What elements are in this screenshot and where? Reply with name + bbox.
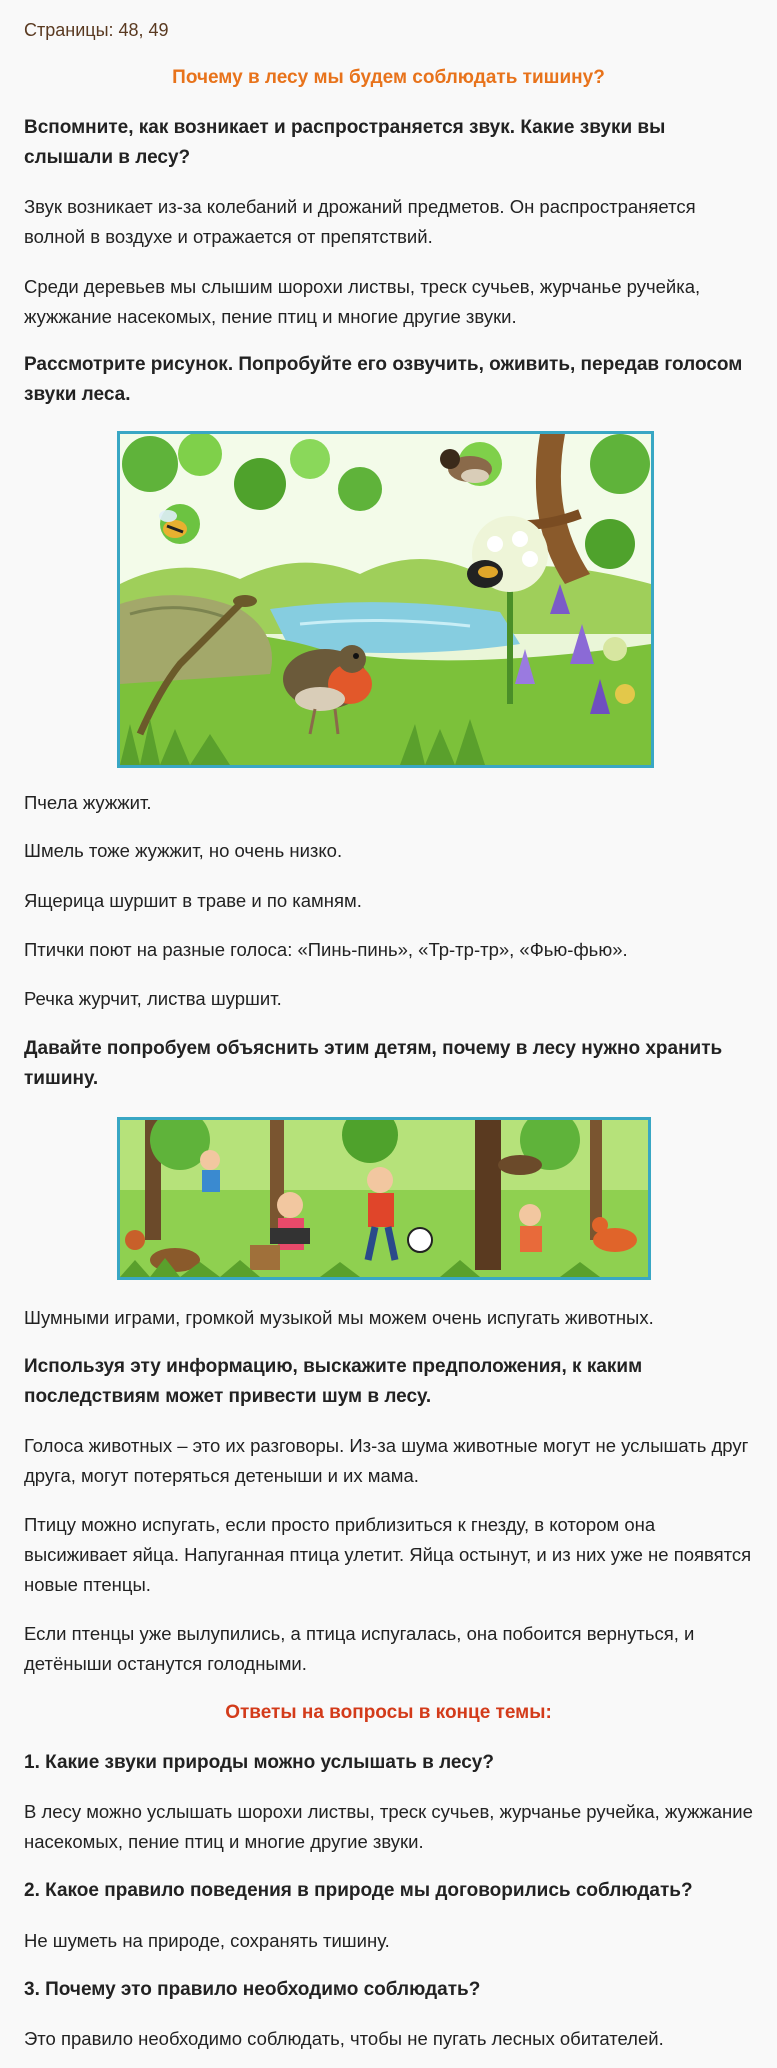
answer-1: В лесу можно услышать шорохи листвы, треск сучьев, журчанье ручейка, жужжание насекомых, пение птиц и многие другие звуки. [24, 1801, 753, 1852]
answer-question-2: 2. Какое правило поведения в природе мы договорились соблюдать? [24, 1880, 693, 1901]
sound-river: Речка журчит, листва шуршит. [24, 988, 282, 1009]
answer-2: Не шуметь на природе, сохранять тишину. [24, 1930, 390, 1951]
forest-illustration [117, 431, 654, 768]
question-explain-children: Давайте попробуем объяснить этим детям, почему в лесу нужно хранить тишину. [24, 1038, 723, 1089]
paragraph-bird-nest: Птицу можно испугать, если просто приблизиться к гнезду, в котором она высиживает яйца. Напуганная птица улетит. Яйца остынут, и из них уже не появятся новые птенцы. [24, 1514, 752, 1595]
children-scene-image [120, 1120, 648, 1277]
question-sound: Вспомните, как возникает и распространяется звук. Какие звуки вы слышали в лесу? [24, 117, 666, 168]
paragraph-forest-sounds: Среди деревьев мы слышим шорохи листвы, треск сучьев, журчанье ручейка, жужжание насекомых, пение птиц и многие другие звуки. [24, 276, 701, 327]
pages-label: Страницы: 48, 49 [24, 20, 169, 40]
answers-title: Ответы на вопросы в конце темы: [225, 1702, 552, 1723]
question-voice-picture: Рассмотрите рисунок. Попробуйте его озвучить, оживить, передав голосом звуки леса. [24, 354, 743, 405]
page-title: Почему в лесу мы будем соблюдать тишину? [172, 67, 605, 88]
answer-3: Это правило необходимо соблюдать, чтобы не пугать лесных обитателей. [24, 2028, 664, 2049]
question-consequences: Используя эту информацию, выскажите предположения, к каким последствиям может привести шум в лесу. [24, 1356, 643, 1407]
sound-birds: Птички поют на разные голоса: «Пинь-пинь», «Тр-тр-тр», «Фью-фью». [24, 939, 628, 960]
answer-question-3: 3. Почему это правило необходимо соблюдать? [24, 1979, 481, 2000]
paragraph-noise-scares: Шумными играми, громкой музыкой мы можем очень испугать животных. [24, 1307, 654, 1328]
sound-bee: Пчела жужжит. [24, 792, 152, 813]
children-illustration [117, 1117, 651, 1280]
answer-question-1: 1. Какие звуки природы можно услышать в лесу? [24, 1752, 494, 1773]
sound-bumblebee: Шмель тоже жужжит, но очень низко. [24, 840, 343, 861]
sound-lizard: Ящерица шуршит в траве и по камням. [24, 890, 362, 911]
paragraph-chicks: Если птенцы уже вылупились, а птица испугалась, она побоится вернуться, и детёныши останутся голодными. [24, 1623, 695, 1674]
forest-scene-image [120, 434, 651, 765]
paragraph-animal-voices: Голоса животных – это их разговоры. Из-за шума животные могут не услышать друг друга, могут потеряться детеныши и их мама. [24, 1435, 749, 1486]
paragraph-sound-origin: Звук возникает из-за колебаний и дрожаний предметов. Он распространяется волной в воздухе и отражается от препятствий. [24, 196, 696, 247]
